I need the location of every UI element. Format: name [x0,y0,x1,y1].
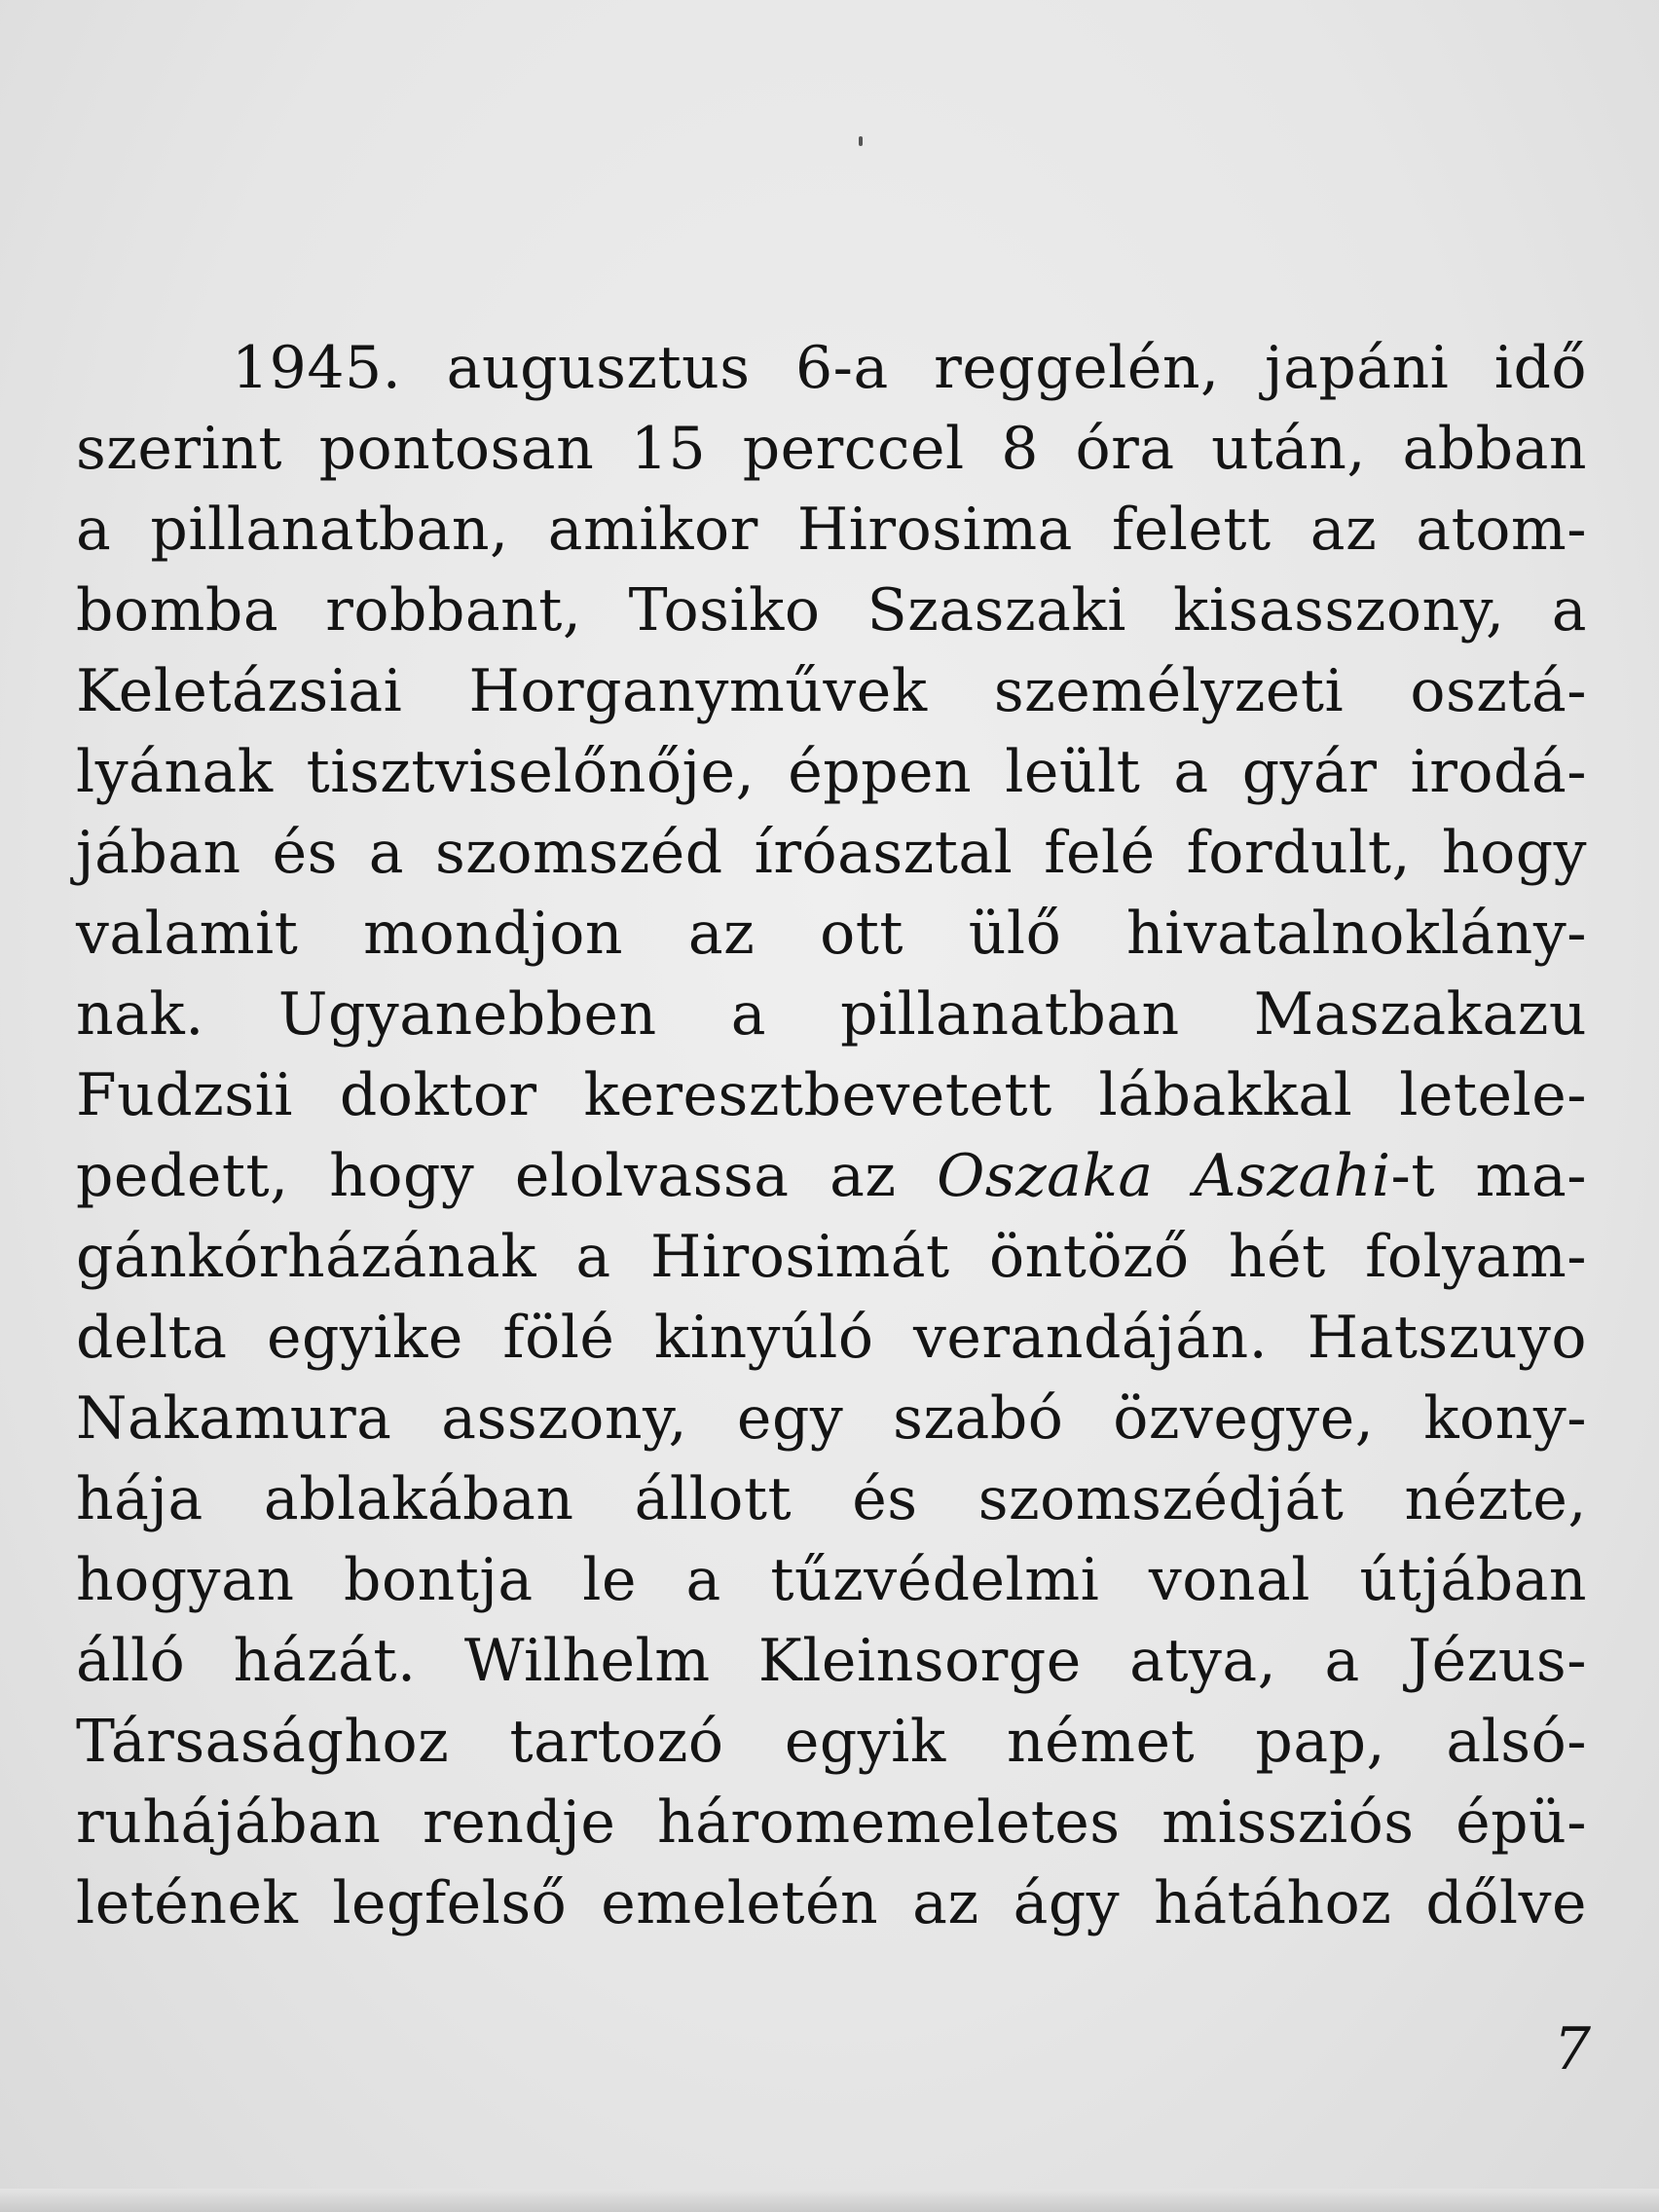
text-line: jában és a szomszéd íróasztal felé fordult, hogy [76,819,1587,887]
text-line: valamit mondjon az ott ülő hivatalnoklány- [76,900,1587,968]
text-line: Nakamura asszony, egy szabó özvegye, kony- [76,1384,1587,1453]
text-line [76,1136,1587,1217]
text-line-start: pedett, hogy elolvassa az [76,1142,938,1210]
text-line: szerint pontosan 15 perccel 8 óra után, abban [76,415,1587,483]
page-bottom-edge [0,2189,1659,2212]
text-line: hája ablakában állott és szomszédját nézte, [76,1465,1587,1533]
text-line: a pillanatban, amikor Hirosima felett az atom- [76,496,1587,564]
text-line: Keletázsiai Horganyművek személyzeti osztá- [76,657,1587,725]
page-number: 7 [1553,2015,1591,2083]
text-line: Társasághoz tartozó egyik német pap, alsó- [76,1708,1587,1776]
text-line: nak. Ugyanebben a pillanatban Maszakazu [76,980,1587,1049]
text-line: bomba robbant, Tosiko Szaszaki kisasszony, a [76,576,1587,645]
ink-speck [859,136,863,146]
text-line: gánkórházának a Hirosimát öntöző hét folyam- [76,1223,1587,1291]
newspaper-title: Oszaka Aszahi [937,1142,1391,1210]
text-line: ruhájában rendje háromemeletes missziós épü- [76,1788,1587,1857]
text-line: letének legfelső emeletén az ágy hátához dőlve [76,1869,1587,1937]
text-line: Fudzsii doktor keresztbevetett lábakkal letele- [76,1061,1587,1129]
text-line: hogyan bontja le a tűzvédelmi vonal útjában [76,1546,1587,1614]
text-line: álló házát. Wilhelm Kleinsorge atya, a Jézus- [76,1627,1587,1695]
text-line: 1945. augusztus 6-a reggelén, japáni idő [232,334,1587,402]
text-line: lyának tisztviselőnője, éppen leült a gyár irodá- [76,738,1587,806]
body-text [76,328,1587,1944]
text-line: delta egyike fölé kinyúló verandáján. Hatszuyo [76,1304,1587,1372]
text-line-end: -t ma- [1390,1142,1587,1210]
